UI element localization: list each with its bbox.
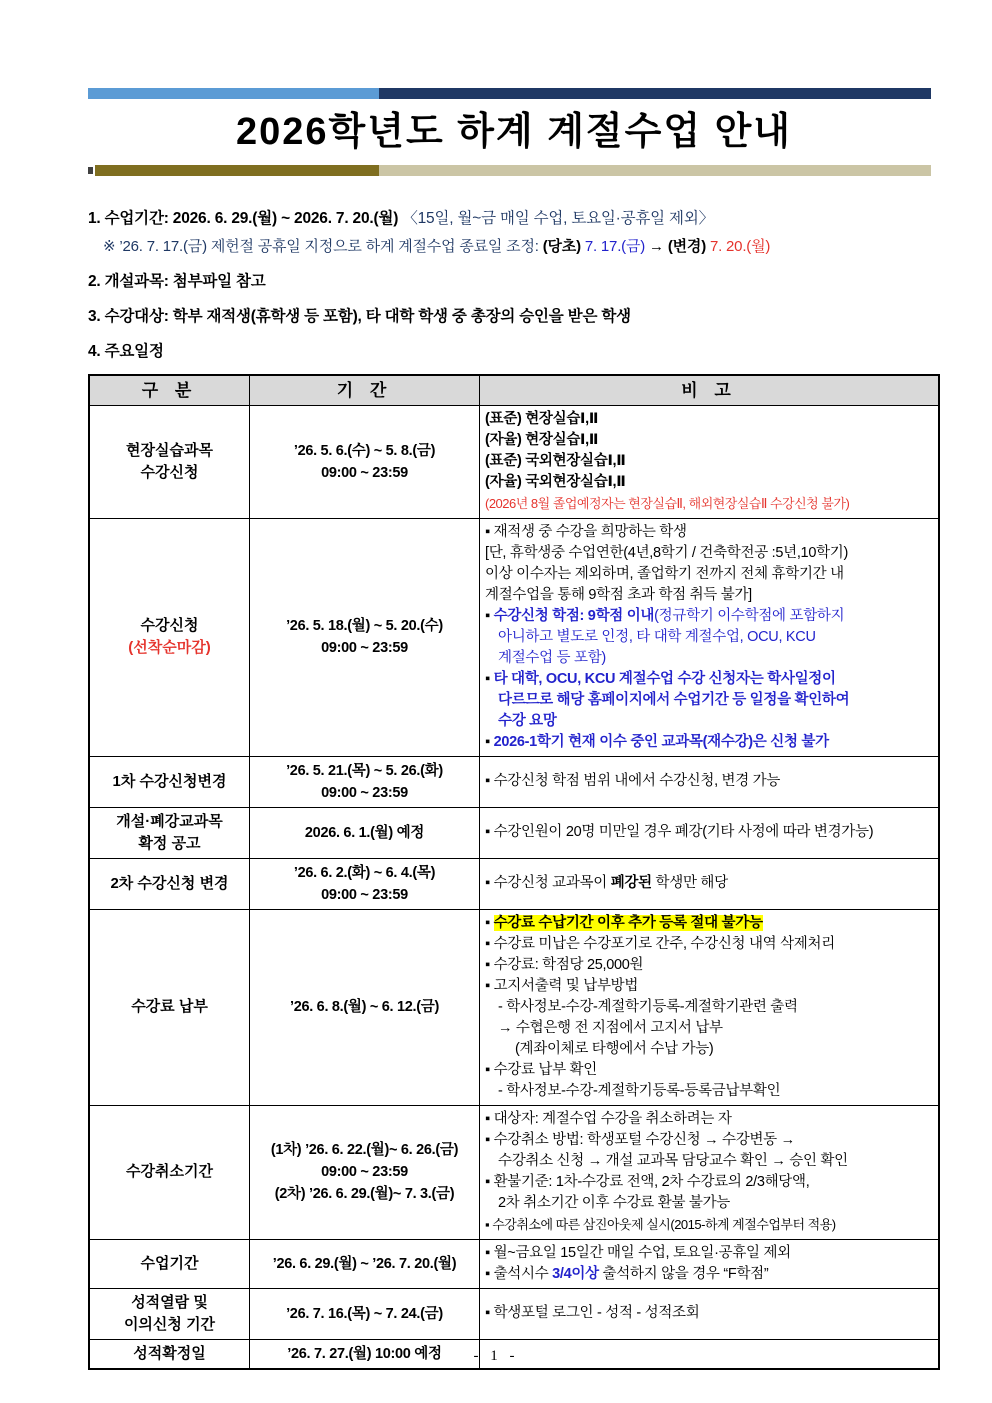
- note-line: [485, 955, 933, 976]
- note-line: [485, 1243, 933, 1264]
- category-cell: [90, 808, 250, 858]
- text-run: - 학사정보-수강-계절학기등록-계절학기관련 출력: [498, 998, 798, 1015]
- category-line: 수업기간: [140, 1254, 199, 1272]
- note-line: [485, 1109, 933, 1130]
- period-line: 09:00 ~ 23:59: [321, 886, 408, 903]
- text-run: 학생만 해당: [651, 875, 728, 892]
- period-cell: [250, 1106, 480, 1239]
- row-grade-review-appeal: [90, 1289, 938, 1340]
- row-open-closed-course-notice: [90, 808, 938, 859]
- period-line: 09:00 ~ 23:59: [321, 1164, 408, 1181]
- note-line: [485, 493, 933, 515]
- period-line: ’26. 5. 18.(월) ~ 5. 20.(수): [286, 618, 443, 635]
- schedule-table: [88, 374, 940, 1370]
- text-run: 아니하고 별도로 인정, 타 대학 계절수업, OCU, KCU: [498, 628, 816, 645]
- period-line: ’26. 5. 21.(목) ~ 5. 26.(화): [286, 762, 443, 779]
- page-title: 2026학년도 하계 계절수업 안내: [236, 111, 792, 153]
- note-line: [485, 1264, 933, 1285]
- text-run: (변경): [667, 237, 706, 255]
- text-run: 계절수업 등 포함): [498, 649, 606, 666]
- note-line: [485, 451, 933, 472]
- title-top-rule-left: [88, 88, 379, 99]
- text-run: 이상 이수자는 제외하며, 졸업학기 전까지 전체 휴학기간 내: [485, 565, 844, 582]
- period-line: 2026. 6. 1.(월) 예정: [304, 824, 425, 841]
- note-line: [485, 690, 933, 711]
- note-line: [485, 648, 933, 669]
- text-run: ▪ 환불기준: 1차-수강료 전액, 2차 수강료의 2/3해당액,: [485, 1173, 810, 1190]
- category-cell: [90, 406, 250, 518]
- category-line: 성적열람 및: [131, 1293, 208, 1311]
- text-run: (2026년 8월 졸업예정자는 현장실습Ⅱ, 해외현장실습Ⅱ 수강신청 불가): [485, 495, 850, 511]
- text-run: 계절수업을 통해 9학점 초과 학점 취득 불가]: [485, 586, 752, 603]
- category-cell: [90, 910, 250, 1105]
- text-run: 2. 개설과목: 첨부파일 참고: [88, 272, 266, 290]
- row-course-enrollment: [90, 519, 938, 757]
- text-run: ▪ 수강신청 교과목이: [485, 875, 611, 892]
- accent-square: [88, 167, 93, 174]
- note-line: [485, 711, 933, 732]
- period-line: ’26. 5. 6.(수) ~ 5. 8.(금): [293, 442, 436, 459]
- intro-eligibility: [88, 304, 940, 326]
- intro-holiday-adjust-note: [88, 235, 940, 256]
- note-line: [485, 1081, 933, 1102]
- category-line: 성적확정일: [133, 1344, 206, 1362]
- note-line: [485, 409, 933, 430]
- period-cell: [250, 406, 480, 518]
- period-line: (2차) ’26. 6. 29.(월)~ 7. 3.(금): [274, 1186, 455, 1203]
- text-run: ▪ 출석시수: [485, 1265, 553, 1282]
- table-body: [90, 406, 938, 1368]
- note-line: [485, 1193, 933, 1214]
- category-line: 이의신청 기간: [123, 1315, 216, 1333]
- intro-section: [88, 206, 940, 361]
- text-run: ▪ 수강료 납부 확인: [485, 1061, 597, 1078]
- category-line: 개설·폐강교과목: [116, 812, 223, 830]
- note-cell: [480, 757, 938, 807]
- text-run: 3. 수강대상: 학부 재적생(휴학생 등 포함), 타 대학 학생 중 총장의 승인을 받은 학생: [88, 307, 631, 325]
- note-line: [485, 472, 933, 493]
- note-line: [485, 997, 933, 1018]
- note-line: [485, 771, 933, 792]
- note-line: [485, 913, 933, 934]
- period-line: 09:00 ~ 23:59: [321, 464, 408, 481]
- text-run: 다르므로 해당 홈페이지에서 수업기간 등 일정을 확인하여: [498, 691, 850, 708]
- text-run: 폐강된: [610, 875, 652, 892]
- text-run: ▪ 고지서출력 및 납부방법: [485, 977, 639, 994]
- title-bottom-rule-right: [379, 165, 931, 176]
- column-header: 기 간: [250, 376, 480, 405]
- note-line: [485, 1151, 933, 1172]
- note-line: [485, 522, 933, 543]
- text-run: (계좌이체로 타행에서 수납 가능): [515, 1040, 714, 1057]
- text-run: ▪ 대상자: 계절수업 수강을 취소하려는 자: [485, 1110, 732, 1127]
- category-line: 확정 공고: [138, 834, 201, 852]
- note-line: [485, 1214, 933, 1236]
- category-cell: [90, 1106, 250, 1239]
- period-cell: [250, 859, 480, 909]
- period-line: 09:00 ~ 23:59: [321, 640, 408, 657]
- text-run: [단, 휴학생중 수업연한(4년,8학기 / 건축학전공 :5년,10학기): [485, 544, 849, 561]
- title-top-rule-right: [379, 88, 931, 99]
- text-run: ▪ 수강신청 학점 범위 내에서 수강신청, 변경 가능: [485, 773, 781, 790]
- note-line: [485, 1172, 933, 1193]
- text-run: (자율) 현장실습Ⅰ,Ⅱ: [485, 431, 599, 448]
- text-run: 수강신청 학점: 9학점 이내: [493, 607, 655, 624]
- note-cell: [480, 1289, 938, 1339]
- category-line: 수강신청: [140, 617, 199, 635]
- row-tuition-payment: [90, 910, 938, 1106]
- category-line: 현장실습과목: [126, 441, 213, 459]
- text-run: 2차 취소기간 이후 수강료 환불 불가능: [498, 1194, 731, 1211]
- intro-offered-courses: [88, 269, 940, 291]
- note-line: [485, 564, 933, 585]
- period-line: ’26. 7. 27.(월) 10:00 예정: [287, 1345, 442, 1362]
- text-run: 수강 요망: [498, 712, 557, 729]
- intro-class-period: [88, 206, 940, 228]
- column-header: 구 분: [90, 376, 250, 405]
- text-run: ▪ 수강료: 학점당 25,000원: [485, 956, 644, 973]
- text-run: ▪ 수강취소 방법: 학생포털 수강신청 → 수강변동 →: [485, 1131, 795, 1148]
- text-run: 출석하지 않을 경우 “F학점”: [598, 1265, 769, 1282]
- period-cell: [250, 757, 480, 807]
- period-line: ’26. 6. 29.(월) ~ ’26. 7. 20.(월): [272, 1255, 457, 1272]
- note-cell: [480, 808, 938, 858]
- note-line: [485, 1039, 933, 1060]
- note-line: [485, 543, 933, 564]
- text-run: ▪: [485, 607, 494, 624]
- text-run: 수강료 수납기간 이후 추가 등록 절대 불가능: [493, 914, 763, 931]
- title-bottom-rule-left: [95, 165, 379, 176]
- text-run: ▪ 수강취소에 따른 삼진아웃제 실시(2015-하계 계절수업부터 적용): [485, 1216, 836, 1232]
- text-run: ▪ 월~금요일 15일간 매일 수업, 토요일·공휴일 제외: [485, 1244, 791, 1261]
- note-line: [485, 732, 933, 753]
- title-bottom-rule: [88, 165, 931, 176]
- period-cell: [250, 1240, 480, 1288]
- title-top-rule: [88, 88, 931, 99]
- period-line: ’26. 6. 2.(화) ~ 6. 4.(목): [293, 864, 436, 881]
- text-run: ▪ 수강인원이 20명 미만일 경우 폐강(기타 사정에 따라 변경가능): [485, 824, 874, 841]
- page-number: - 1 -: [473, 1348, 519, 1364]
- category-cell: [90, 757, 250, 807]
- text-run: 7. 17.(금): [580, 237, 646, 255]
- text-run: ▪ 수강료 미납은 수강포기로 간주, 수강신청 내역 삭제처리: [485, 935, 835, 952]
- document-page: [88, 88, 940, 1370]
- category-cell: [90, 859, 250, 909]
- row-cancellation-period: [90, 1106, 938, 1240]
- note-cell: [480, 519, 938, 756]
- note-line: [485, 1060, 933, 1081]
- period-line: 09:00 ~ 23:59: [321, 784, 408, 801]
- text-run: → 수협은행 전 지점에서 고지서 납부: [498, 1019, 723, 1036]
- text-run: 타 대학, OCU, KCU 계절수업 수강 신청자는 학사일정이: [493, 670, 836, 687]
- note-line: [485, 606, 933, 627]
- text-run: 3/4이상: [552, 1265, 599, 1282]
- note-cell: [480, 910, 938, 1105]
- text-run: (자율) 국외현장실습Ⅰ,Ⅱ: [485, 473, 626, 490]
- note-line: [485, 934, 933, 955]
- category-cell: [90, 1240, 250, 1288]
- note-line: [485, 585, 933, 606]
- text-run: ▪: [485, 670, 494, 687]
- category-line: (선착순마감): [128, 639, 211, 657]
- category-line: 수강신청: [140, 463, 199, 481]
- text-run: (당초): [542, 237, 581, 255]
- period-line: ’26. 7. 16.(목) ~ 7. 24.(금): [286, 1305, 443, 1322]
- period-cell: [250, 519, 480, 756]
- text-run: (표준) 현장실습Ⅰ,Ⅱ: [485, 410, 599, 427]
- text-run: ▪: [485, 733, 494, 750]
- note-line: [485, 627, 933, 648]
- period-cell: [250, 910, 480, 1105]
- period-cell: [250, 1289, 480, 1339]
- text-run: →: [645, 237, 668, 255]
- note-cell: [480, 1240, 938, 1288]
- text-run: 7. 20.(월): [705, 237, 771, 255]
- text-run: ※ ’26. 7. 17.(금) 제헌절 공휴일 지정으로 하계 계절수업 종료일 조정:: [103, 237, 543, 255]
- category-line: 2차 수강신청 변경: [110, 874, 229, 892]
- note-cell: [480, 406, 938, 518]
- note-line: [485, 1130, 933, 1151]
- period-cell: [250, 808, 480, 858]
- note-line: [485, 976, 933, 997]
- column-header: 비 고: [681, 380, 737, 400]
- text-run: (정규학기 이수학점에 포함하지: [654, 607, 845, 624]
- category-line: 1차 수강신청변경: [112, 772, 227, 790]
- note-line: [485, 1303, 933, 1324]
- note-cell: [480, 859, 938, 909]
- row-field-practice-enrollment: [90, 406, 938, 519]
- category-line: 수강료 납부: [131, 998, 208, 1016]
- intro-schedule-heading: [88, 339, 940, 361]
- text-run: 2026-1학기 현재 이수 중인 교과목(재수강)은 신청 불가: [493, 733, 829, 750]
- text-run: 〈15일, 월~금 매일 수업, 토요일·공휴일 제외〉: [402, 209, 714, 227]
- period-line: ’26. 6. 8.(월) ~ 6. 12.(금): [289, 999, 440, 1016]
- row-enrollment-change-1st: [90, 757, 938, 808]
- note-cell: [480, 1106, 938, 1239]
- category-line: 수강취소기간: [126, 1163, 213, 1181]
- note-line: [485, 822, 933, 843]
- category-cell: [90, 1289, 250, 1339]
- note-line: [485, 873, 933, 894]
- text-run: 1. 수업기간: 2026. 6. 29.(월) ~ 2026. 7. 20.(월): [88, 209, 403, 227]
- text-run: - 학사정보-수강-계절학기등록-등록금납부확인: [498, 1082, 781, 1099]
- category-cell: [90, 519, 250, 756]
- row-enrollment-change-2nd: [90, 859, 938, 910]
- table-header-row: [90, 376, 938, 406]
- text-run: ▪: [485, 914, 494, 931]
- text-run: ▪ 재적생 중 수강을 희망하는 학생: [485, 523, 687, 540]
- period-line: (1차) ’26. 6. 22.(월)~ 6. 26.(금): [270, 1142, 459, 1159]
- text-run: 수강취소 신청 → 개설 교과목 담당교수 확인 → 승인 확인: [498, 1152, 848, 1169]
- note-line: [485, 669, 933, 690]
- text-run: (표준) 국외현장실습Ⅰ,Ⅱ: [485, 452, 626, 469]
- text-run: ▪ 학생포털 로그인 - 성적 - 성적조회: [485, 1305, 700, 1322]
- row-class-period: [90, 1240, 938, 1289]
- note-line: [485, 1018, 933, 1039]
- text-run: 4. 주요일정: [88, 342, 164, 360]
- note-line: [485, 430, 933, 451]
